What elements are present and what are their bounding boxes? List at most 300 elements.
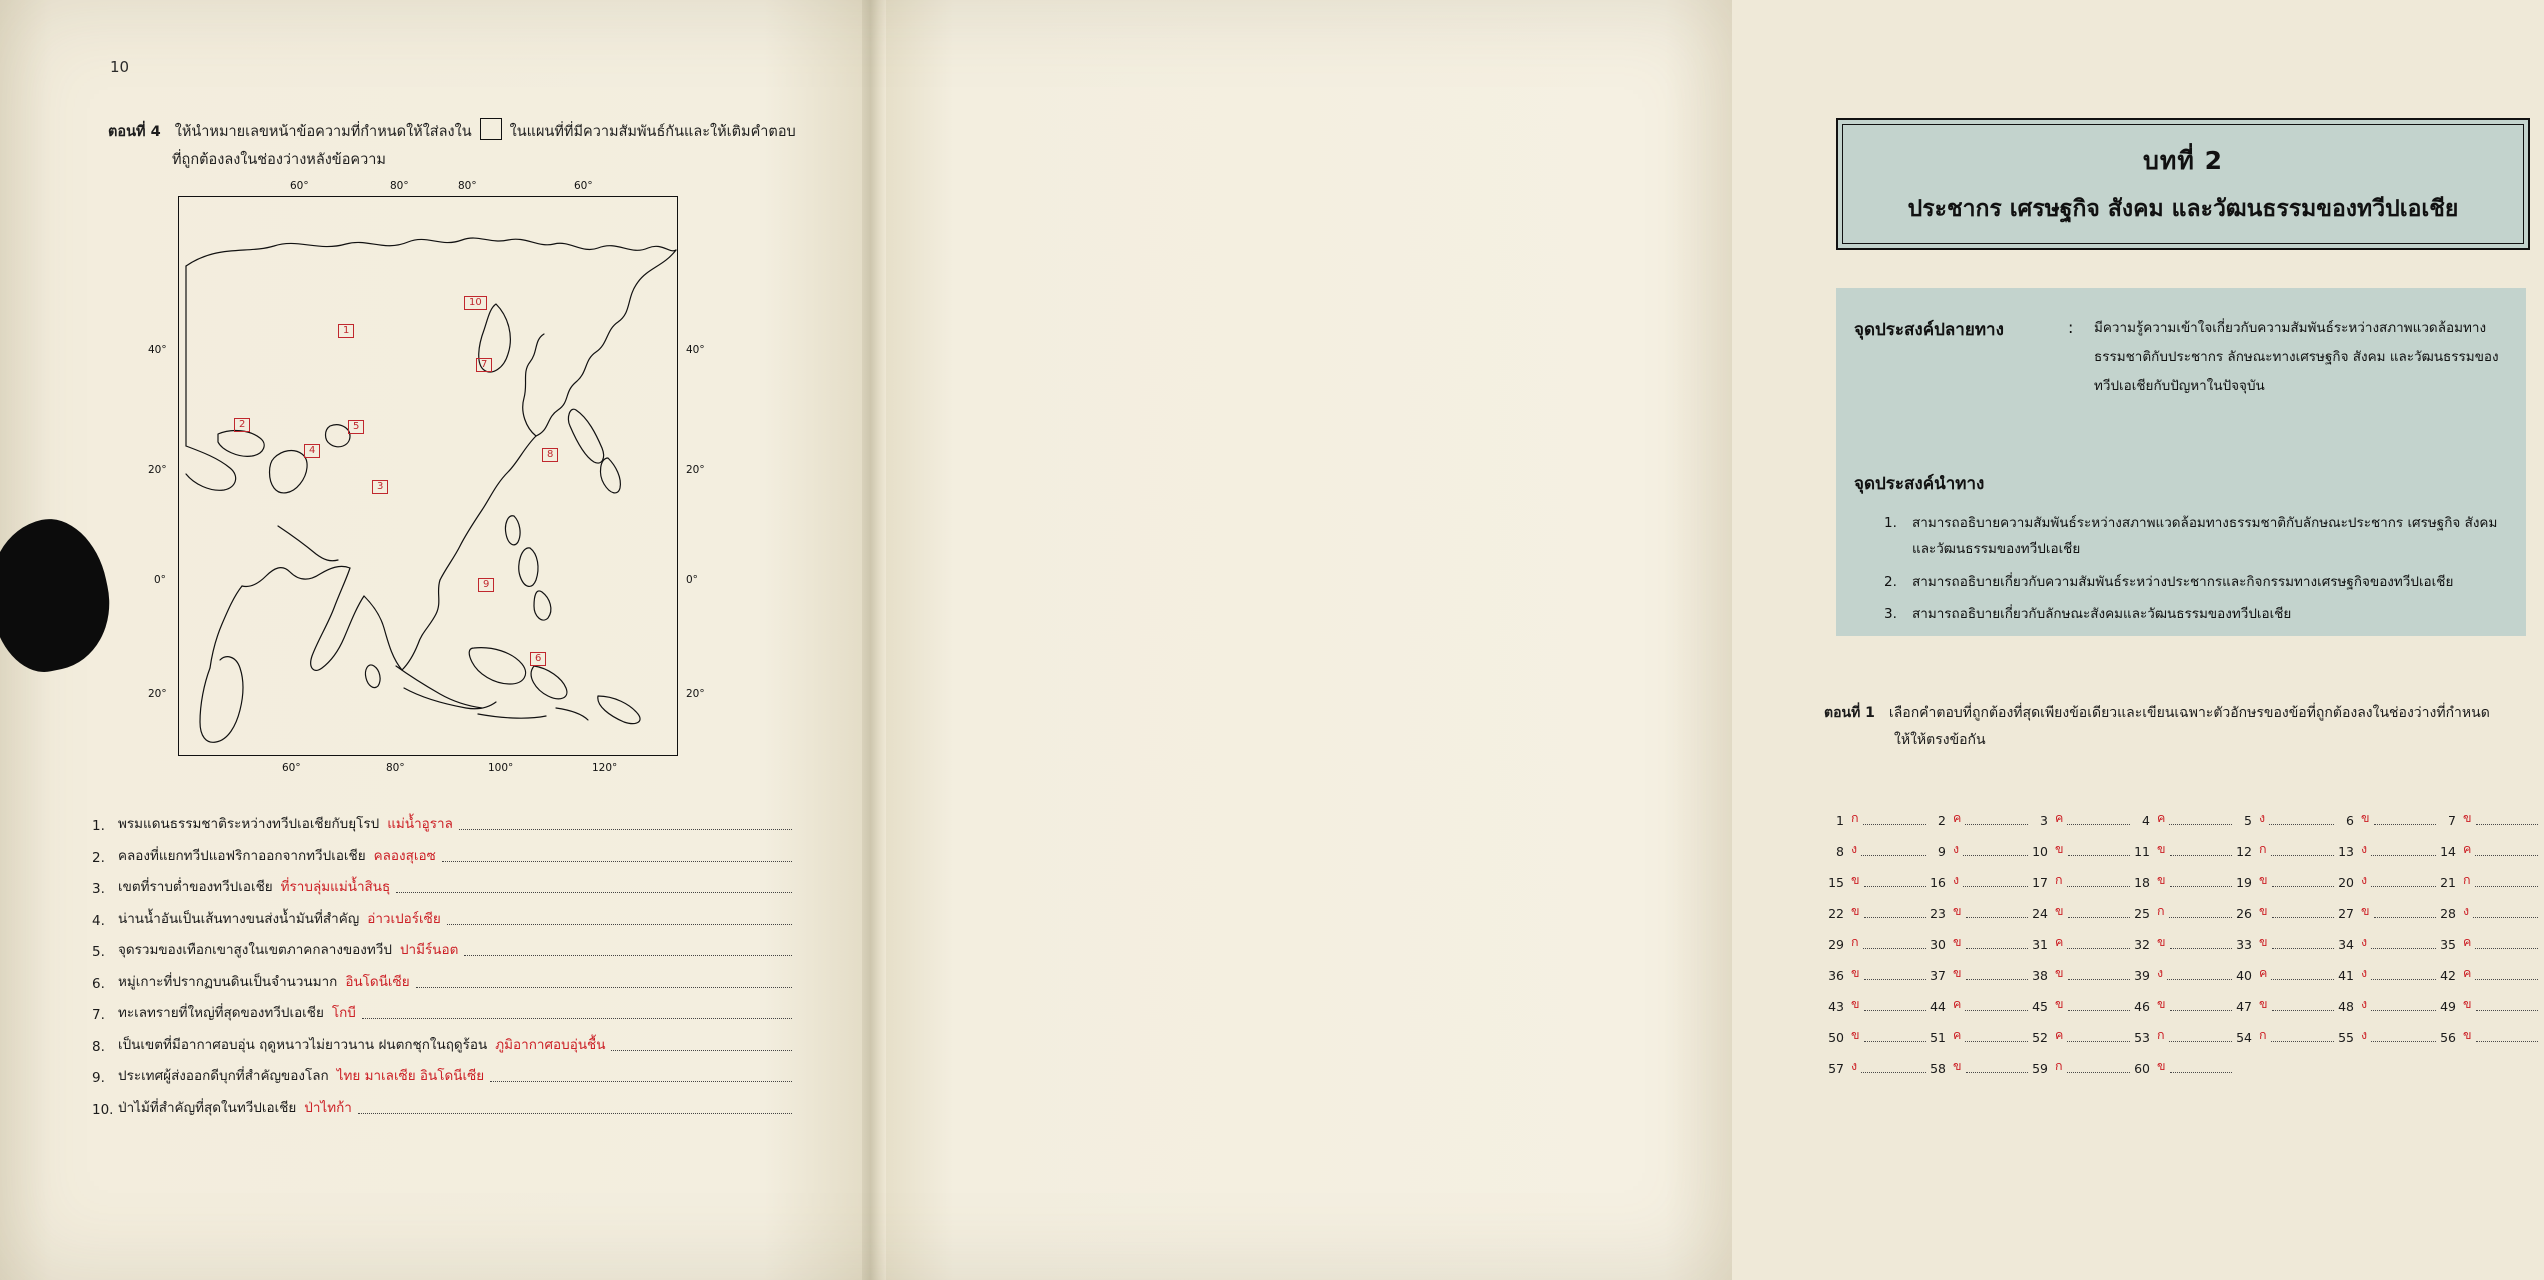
answer-dotted-line xyxy=(611,1050,792,1051)
question-number: 23 xyxy=(1930,906,1946,921)
answer-box-icon xyxy=(480,118,502,140)
answer-blank-line xyxy=(2169,917,2232,918)
enabling-objective-list xyxy=(1884,510,2504,633)
answer-grid-cell[interactable] xyxy=(2130,870,2232,890)
answer-blank-line xyxy=(1966,979,2028,980)
enabling-objective-heading: จุดประสงค์นำทาง xyxy=(1854,474,1985,494)
question-number: 33 xyxy=(2236,937,2252,952)
answer-dotted-line xyxy=(464,955,792,956)
chosen-answer: ก xyxy=(2259,841,2267,856)
question-number: 18 xyxy=(2134,875,2150,890)
map-axis-bottom-2: 100° xyxy=(488,762,514,774)
chapter-title: ประชากร เศรษฐกิจ สังคม และวัฒนธรรมของทวีปเอเชีย xyxy=(1907,196,2459,222)
answer-grid-row xyxy=(1824,1025,2544,1045)
answer-grid-cell[interactable] xyxy=(2028,994,2130,1014)
question-number: 54 xyxy=(2236,1030,2252,1045)
answer-grid-cell[interactable] xyxy=(2028,808,2130,828)
question-number: 10 xyxy=(2032,844,2048,859)
question-number: 60 xyxy=(2134,1061,2150,1076)
answer-grid-cell[interactable] xyxy=(2028,1025,2130,1045)
chosen-answer: ค xyxy=(1953,810,1962,825)
chosen-answer: ข xyxy=(2259,996,2268,1011)
answer-value: ที่ราบลุ่มแม่น้ำสินธุ xyxy=(280,879,391,895)
chosen-answer: ค xyxy=(2055,934,2064,949)
answer-index: 1. xyxy=(92,818,105,834)
answer-value: อ่าวเปอร์เซีย xyxy=(367,910,441,927)
answer-grid-cell[interactable] xyxy=(1926,1056,2028,1076)
answer-grid-cell[interactable] xyxy=(1926,839,2028,859)
map-marker-7[interactable]: 7 xyxy=(476,358,492,372)
answer-question: คลองที่แยกทวีปแอฟริกาออกจากทวีปเอเชีย xyxy=(118,847,366,864)
chosen-answer: ข xyxy=(2361,903,2370,918)
chosen-answer: ข xyxy=(2157,841,2166,856)
section-1-label: ตอนที่ 1 xyxy=(1824,705,1875,721)
chosen-answer: ข xyxy=(2055,996,2064,1011)
map-marker-5[interactable]: 5 xyxy=(348,420,364,434)
chosen-answer: ข xyxy=(2463,1027,2472,1042)
answer-blank-line xyxy=(2067,824,2130,825)
answer-grid-cell[interactable] xyxy=(2130,963,2232,983)
chosen-answer: ง xyxy=(1953,872,1960,887)
question-number: 49 xyxy=(2440,999,2456,1014)
question-number: 11 xyxy=(2134,844,2150,859)
map-axis-top-0: 60° xyxy=(290,180,309,192)
chosen-answer: ง xyxy=(2361,996,2368,1011)
answer-blank-line xyxy=(2476,824,2538,825)
answer-blank-line xyxy=(1965,824,2028,825)
map-axis-right-0: 40° xyxy=(686,344,705,356)
answer-question: เขตที่ราบต่ำของทวีปเอเชีย xyxy=(118,879,273,895)
map-marker-2[interactable]: 2 xyxy=(234,418,250,432)
question-number: 55 xyxy=(2338,1030,2354,1045)
chosen-answer: ข xyxy=(2055,965,2064,980)
chosen-answer: ข xyxy=(1953,1058,1962,1073)
answer-grid-cell[interactable] xyxy=(1926,932,2028,952)
answer-grid-cell[interactable] xyxy=(1926,870,2028,890)
answer-grid-cell[interactable] xyxy=(1926,963,2028,983)
question-number: 25 xyxy=(2134,906,2150,921)
map-marker-9[interactable]: 9 xyxy=(478,578,494,592)
map-marker-10[interactable]: 10 xyxy=(464,296,487,310)
answer-grid-cell[interactable] xyxy=(2232,994,2334,1014)
section-4-instructions xyxy=(108,118,808,174)
answer-grid-cell[interactable] xyxy=(2436,963,2538,983)
answer-grid-cell[interactable] xyxy=(1824,1025,1926,1045)
answer-blank-line xyxy=(2169,824,2232,825)
chosen-answer: ง xyxy=(2361,965,2368,980)
question-number: 4 xyxy=(2142,813,2150,828)
question-number: 7 xyxy=(2448,813,2456,828)
question-number: 34 xyxy=(2338,937,2354,952)
answer-value: คลองสุเอซ xyxy=(373,847,436,864)
answer-index: 2. xyxy=(92,849,105,866)
question-number: 22 xyxy=(1828,906,1844,921)
answer-grid-cell[interactable] xyxy=(2028,870,2130,890)
section-4-text-after: ในแผนที่ที่มีความสัมพันธ์กันและให้เติมคำตอบ xyxy=(509,124,796,140)
answer-question: ป่าไม้ที่สำคัญที่สุดในทวีปเอเชีย xyxy=(118,1099,297,1116)
chosen-answer: ง xyxy=(1851,841,1858,856)
question-number: 56 xyxy=(2440,1030,2456,1045)
answer-grid-cell[interactable] xyxy=(1824,870,1926,890)
question-number: 13 xyxy=(2338,844,2354,859)
answer-grid xyxy=(1824,808,2544,1087)
answer-grid-cell[interactable] xyxy=(2334,839,2436,859)
answer-blank-line xyxy=(1966,948,2028,949)
question-number: 24 xyxy=(2032,906,2048,921)
question-number: 45 xyxy=(2032,999,2048,1014)
answer-grid-cell[interactable] xyxy=(2436,1025,2538,1045)
answer-grid-cell[interactable] xyxy=(2232,963,2334,983)
chosen-answer: ก xyxy=(2157,1027,2165,1042)
chosen-answer: ก xyxy=(2055,872,2063,887)
answer-grid-cell[interactable] xyxy=(1926,994,2028,1014)
chosen-answer: ข xyxy=(1851,996,1860,1011)
chosen-answer: ค xyxy=(2157,810,2166,825)
answer-dotted-line xyxy=(442,861,792,862)
answer-blank-line xyxy=(2475,855,2538,856)
question-number: 27 xyxy=(2338,906,2354,921)
answer-grid-cell[interactable] xyxy=(1824,932,1926,952)
answer-grid-cell[interactable] xyxy=(1824,963,1926,983)
enabling-objective-item xyxy=(1884,601,2504,627)
question-number: 5 xyxy=(2244,813,2252,828)
chosen-answer: ง xyxy=(2361,934,2368,949)
question-number: 40 xyxy=(2236,968,2252,983)
question-number: 19 xyxy=(2236,875,2252,890)
question-number: 46 xyxy=(2134,999,2150,1014)
question-number: 12 xyxy=(2236,844,2252,859)
question-number: 26 xyxy=(2236,906,2252,921)
answer-grid-cell[interactable] xyxy=(2436,839,2538,859)
answer-blank-line xyxy=(2271,855,2334,856)
terminal-objective-heading: จุดประสงค์ปลายทาง xyxy=(1854,320,2004,340)
question-number: 8 xyxy=(1836,844,1844,859)
map-axis-left-3: 20° xyxy=(148,688,167,700)
answer-list xyxy=(92,812,792,1127)
answer-blank-line xyxy=(2269,824,2334,825)
answer-dotted-line xyxy=(362,1018,792,1019)
objective-number: 1. xyxy=(1884,515,1897,531)
question-number: 31 xyxy=(2032,937,2048,952)
map-coastline-svg xyxy=(178,196,678,756)
answer-dotted-line xyxy=(416,987,792,988)
answer-grid-cell[interactable] xyxy=(2232,932,2334,952)
answer-grid-cell[interactable] xyxy=(2334,901,2436,921)
answer-grid-cell[interactable] xyxy=(2130,839,2232,859)
answer-index: 6. xyxy=(92,975,105,992)
answer-grid-cell[interactable] xyxy=(1824,1056,1926,1076)
map-marker-6[interactable]: 6 xyxy=(530,652,546,666)
chosen-answer: ข xyxy=(1953,934,1962,949)
answer-grid-cell[interactable] xyxy=(1824,839,1926,859)
chosen-answer: ข xyxy=(2157,934,2166,949)
question-number: 28 xyxy=(2440,906,2456,921)
answer-index: 9. xyxy=(92,1070,105,1086)
question-number: 57 xyxy=(1828,1061,1844,1076)
answer-list-item xyxy=(92,1064,792,1086)
chosen-answer: ข xyxy=(2259,934,2268,949)
map-axis-left-1: 20° xyxy=(148,464,167,476)
map-axis-top-3: 60° xyxy=(574,180,593,192)
book-gutter xyxy=(862,0,886,1280)
chosen-answer: ข xyxy=(1851,872,1860,887)
answer-question: ทะเลทรายที่ใหญ่ที่สุดของทวีปเอเชีย xyxy=(118,1005,324,1021)
answer-grid-cell[interactable] xyxy=(1926,808,2028,828)
question-number: 17 xyxy=(2032,875,2048,890)
objective-colon: : xyxy=(2068,318,2074,337)
section-1-instructions xyxy=(1824,700,2524,755)
answer-index: 3. xyxy=(92,881,105,897)
answer-value: ภูมิอากาศอบอุ่นชื้น xyxy=(495,1036,606,1053)
answer-grid-cell[interactable] xyxy=(1824,994,1926,1014)
answer-grid-cell[interactable] xyxy=(2028,839,2130,859)
answer-grid-cell[interactable] xyxy=(2334,870,2436,890)
chosen-answer: ก xyxy=(2259,1027,2267,1042)
answer-blank-line xyxy=(2473,917,2538,918)
objective-text: สามารถอธิบายเกี่ยวกับความสัมพันธ์ระหว่างประชากรและกิจกรรมทางเศรษฐกิจของทวีปเอเชีย xyxy=(1912,573,2454,590)
answer-grid-cell[interactable] xyxy=(2334,994,2436,1014)
answer-dotted-line xyxy=(358,1113,792,1114)
answer-grid-cell[interactable] xyxy=(2232,1025,2334,1045)
answer-blank-line xyxy=(2371,886,2436,887)
question-number: 16 xyxy=(1930,875,1946,890)
question-number: 21 xyxy=(2440,875,2456,890)
answer-grid-cell[interactable] xyxy=(1824,901,1926,921)
map-axis-right-1: 20° xyxy=(686,464,705,476)
question-number: 3 xyxy=(2040,813,2048,828)
chosen-answer: ค xyxy=(1953,1027,1962,1042)
answer-grid-cell[interactable] xyxy=(2130,1056,2232,1076)
chosen-answer: ง xyxy=(2157,965,2164,980)
answer-grid-cell[interactable] xyxy=(2232,808,2334,828)
answer-grid-cell[interactable] xyxy=(2130,1025,2232,1045)
answer-grid-cell[interactable] xyxy=(2334,932,2436,952)
chosen-answer: ค xyxy=(2055,810,2064,825)
answer-blank-line xyxy=(2272,886,2334,887)
answer-dotted-line xyxy=(447,924,792,925)
answer-grid-row xyxy=(1824,932,2544,952)
answer-grid-cell[interactable] xyxy=(2232,839,2334,859)
answer-question: หมู่เกาะที่ปรากฏบนดินเป็นจำนวนมาก xyxy=(118,973,338,990)
answer-grid-cell[interactable] xyxy=(2436,808,2538,828)
answer-grid-cell[interactable] xyxy=(2436,932,2538,952)
answer-value: อินโดนีเซีย xyxy=(345,973,410,990)
answer-blank-line xyxy=(2068,855,2130,856)
answer-blank-line xyxy=(2272,948,2334,949)
answer-blank-line xyxy=(2067,1072,2130,1073)
map-axis-left-0: 40° xyxy=(148,344,167,356)
left-page xyxy=(0,0,868,1280)
chosen-answer: ค xyxy=(2259,965,2268,980)
answer-grid-cell[interactable] xyxy=(1926,901,2028,921)
question-number: 53 xyxy=(2134,1030,2150,1045)
chosen-answer: ข xyxy=(2463,810,2472,825)
answer-blank-line xyxy=(1963,886,2028,887)
chosen-answer: ข xyxy=(1953,903,1962,918)
answer-grid-cell[interactable] xyxy=(2028,932,2130,952)
answer-grid-cell[interactable] xyxy=(2334,963,2436,983)
answer-blank-line xyxy=(2272,1010,2334,1011)
question-number: 42 xyxy=(2440,968,2456,983)
question-number: 44 xyxy=(1930,999,1946,1014)
map-axis-bottom-3: 120° xyxy=(592,762,618,774)
answer-value: ป่าไทก้า xyxy=(304,1099,352,1116)
question-number: 50 xyxy=(1828,1030,1844,1045)
question-number: 41 xyxy=(2338,968,2354,983)
enabling-objective-item xyxy=(1884,569,2504,595)
chosen-answer: ค xyxy=(2463,841,2472,856)
map-axis-left-2: 0° xyxy=(154,574,166,586)
answer-grid-row xyxy=(1824,994,2544,1014)
chosen-answer: ก xyxy=(2463,872,2471,887)
map-axis-bottom-0: 60° xyxy=(282,762,301,774)
answer-index: 8. xyxy=(92,1038,105,1055)
answer-value: ไทย มาเลเซีย อินโดนีเซีย xyxy=(336,1068,485,1084)
answer-blank-line xyxy=(1861,855,1926,856)
objective-number: 3. xyxy=(1884,605,1897,622)
answer-grid-cell[interactable] xyxy=(2334,808,2436,828)
objectives-panel xyxy=(1836,288,2526,636)
answer-blank-line xyxy=(2068,1010,2130,1011)
chosen-answer: ข xyxy=(2157,1058,2166,1073)
answer-blank-line xyxy=(1864,1010,1926,1011)
question-number: 2 xyxy=(1938,813,1946,828)
answer-blank-line xyxy=(2067,886,2130,887)
asia-outline-map xyxy=(148,180,705,774)
answer-index: 7. xyxy=(92,1007,105,1023)
chosen-answer: ค xyxy=(2463,934,2472,949)
map-marker-3[interactable]: 3 xyxy=(372,480,388,494)
answer-grid-cell[interactable] xyxy=(1926,1025,2028,1045)
map-axis-top-2: 80° xyxy=(458,180,477,192)
objective-text: สามารถอธิบายเกี่ยวกับลักษณะสังคมและวัฒนธรรมของทวีปเอเชีย xyxy=(1912,605,2292,622)
answer-grid-cell[interactable] xyxy=(2436,901,2538,921)
chosen-answer: ง xyxy=(1851,1058,1858,1073)
question-number: 36 xyxy=(1828,968,1844,983)
question-number: 51 xyxy=(1930,1030,1946,1045)
question-number: 9 xyxy=(1938,844,1946,859)
answer-grid-cell[interactable] xyxy=(2028,901,2130,921)
chosen-answer: ค xyxy=(1953,996,1962,1011)
answer-blank-line xyxy=(2476,1041,2538,1042)
answer-blank-line xyxy=(2374,917,2436,918)
answer-blank-line xyxy=(2170,855,2232,856)
answer-blank-line xyxy=(2374,824,2436,825)
answer-grid-cell[interactable] xyxy=(2130,932,2232,952)
map-marker-8[interactable]: 8 xyxy=(542,448,558,462)
question-number: 29 xyxy=(1828,937,1844,952)
terminal-objective-text: มีความรู้ความเข้าใจเกี่ยวกับความสัมพันธ์ระหว่างสภาพแวดล้อมทางธรรมชาติกับประชากร ลักษณะทางเศรษฐกิจ สังคม และวัฒนธรรมของทวีปเอเชียกับปัญหาในปัจจุบัน xyxy=(2094,320,2499,395)
right-page xyxy=(886,0,2499,1280)
answer-blank-line xyxy=(2371,1041,2436,1042)
chosen-answer: ข xyxy=(2157,996,2166,1011)
answer-grid-cell[interactable] xyxy=(2130,994,2232,1014)
question-number: 1 xyxy=(1836,813,1844,828)
answer-question: น่านน้ำอันเป็นเส้นทางขนส่งน้ำมันที่สำคัญ xyxy=(118,910,360,927)
chosen-answer: ง xyxy=(2259,810,2266,825)
answer-blank-line xyxy=(2371,1010,2436,1011)
answer-blank-line xyxy=(1965,1041,2028,1042)
chosen-answer: ข xyxy=(2463,996,2472,1011)
section-1-line1: เลือกคำตอบที่ถูกต้องที่สุดเพียงข้อเดียวและเขียนเฉพาะตัวอักษรของข้อที่ถูกต้องลงในช่องว่างที่กำหนด xyxy=(1888,705,2490,721)
chosen-answer: ง xyxy=(2463,903,2470,918)
question-number: 47 xyxy=(2236,999,2252,1014)
answer-list-item xyxy=(92,812,792,834)
answer-blank-line xyxy=(1864,886,1926,887)
answer-blank-line xyxy=(2170,1072,2232,1073)
answer-dotted-line xyxy=(396,892,792,893)
objective-text: สามารถอธิบายความสัมพันธ์ระหว่างสภาพแวดล้อมทางธรรมชาติกับลักษณะประชากร เศรษฐกิจ สังคม และวัฒนธรรมของทวีปเอเชีย xyxy=(1912,515,2498,558)
question-number: 32 xyxy=(2134,937,2150,952)
answer-list-item xyxy=(92,1096,792,1118)
map-marker-4[interactable]: 4 xyxy=(304,444,320,458)
answer-list-item xyxy=(92,1001,792,1023)
answer-grid-cell[interactable] xyxy=(2130,808,2232,828)
question-number: 15 xyxy=(1828,875,1844,890)
answer-grid-cell[interactable] xyxy=(2436,870,2538,890)
chosen-answer: ข xyxy=(2055,841,2064,856)
answer-grid-row xyxy=(1824,963,2544,983)
map-axis-right-2: 0° xyxy=(686,574,698,586)
answer-blank-line xyxy=(2170,886,2232,887)
question-number: 59 xyxy=(2032,1061,2048,1076)
answer-index: 10. xyxy=(92,1101,114,1118)
answer-blank-line xyxy=(2371,948,2436,949)
chosen-answer: ง xyxy=(1953,841,1960,856)
answer-blank-line xyxy=(1864,1041,1926,1042)
question-number: 14 xyxy=(2440,844,2456,859)
chosen-answer: ข xyxy=(2361,810,2370,825)
answer-grid-cell[interactable] xyxy=(2130,901,2232,921)
answer-grid-cell[interactable] xyxy=(2436,994,2538,1014)
map-axis-right-3: 20° xyxy=(686,688,705,700)
answer-blank-line xyxy=(1864,979,1926,980)
answer-blank-line xyxy=(2475,979,2538,980)
answer-blank-line xyxy=(2271,979,2334,980)
section-4-text-line2: ที่ถูกต้องลงในช่องว่างหลังข้อความ xyxy=(172,151,386,168)
chosen-answer: ง xyxy=(2361,841,2368,856)
answer-grid-cell[interactable] xyxy=(2028,1056,2130,1076)
answer-grid-cell[interactable] xyxy=(2232,870,2334,890)
answer-blank-line xyxy=(2067,948,2130,949)
answer-grid-cell[interactable] xyxy=(1824,808,1926,828)
answer-grid-cell[interactable] xyxy=(2334,1025,2436,1045)
answer-blank-line xyxy=(2170,948,2232,949)
answer-blank-line xyxy=(1863,948,1926,949)
answer-blank-line xyxy=(1965,1010,2028,1011)
page-number: 10 xyxy=(110,58,130,76)
question-number: 37 xyxy=(1930,968,1946,983)
objective-number: 2. xyxy=(1884,573,1897,590)
answer-blank-line xyxy=(2272,917,2334,918)
chosen-answer: ก xyxy=(2055,1058,2063,1073)
enabling-objective-item xyxy=(1884,510,2504,563)
answer-grid-row xyxy=(1824,839,2544,859)
map-axis-top-1: 80° xyxy=(390,180,409,192)
chosen-answer: ก xyxy=(1851,934,1859,949)
answer-dotted-line xyxy=(490,1081,792,1082)
answer-dotted-line xyxy=(459,829,792,830)
map-marker-1[interactable]: 1 xyxy=(338,324,354,338)
answer-list-item xyxy=(92,907,792,929)
chapter-number: บทที่ 2 xyxy=(2143,146,2223,175)
answer-value: แม่น้ำอูราล xyxy=(387,816,453,832)
answer-blank-line xyxy=(2371,855,2436,856)
answer-grid-row xyxy=(1824,808,2544,828)
answer-grid-cell[interactable] xyxy=(2232,901,2334,921)
question-number: 48 xyxy=(2338,999,2354,1014)
answer-grid-cell[interactable] xyxy=(2028,963,2130,983)
